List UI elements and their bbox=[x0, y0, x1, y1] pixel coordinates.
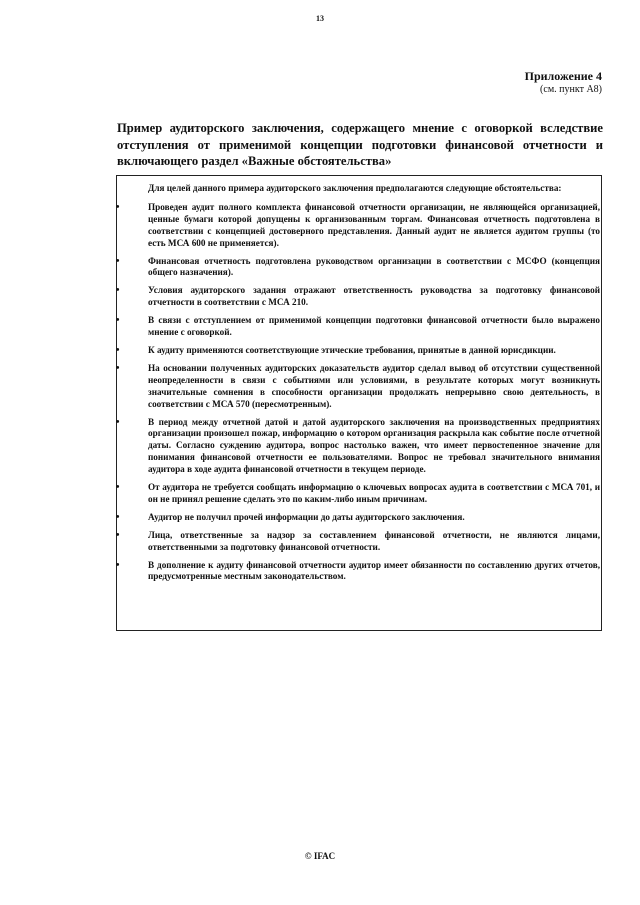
list-item bbox=[116, 512, 602, 524]
assumptions-list bbox=[116, 202, 602, 583]
bullet-icon: • bbox=[116, 362, 120, 374]
list-item-text: Проведен аудит полного комплекта финансовой отчетности организации, не являющейся организацией, ценные бумаги которой допущены к организованным торгам. Финансовая отчетность подготовлена в соответствии с концепцией достоверного представления. Данный аудит не является аудитом группы (то есть МСА 600 не применяется). bbox=[148, 201, 600, 248]
list-item-text: Финансовая отчетность подготовлена руководством организации в соответствии с МСФО (концепция общего назначения). bbox=[148, 255, 600, 278]
bullet-icon: • bbox=[116, 559, 120, 571]
list-item-text: От аудитора не требуется сообщать информацию о ключевых вопросах аудита в соответствии с МСА 701, и он не принял решение сделать это по каким-либо иным причинам. bbox=[148, 482, 600, 504]
list-item-text: К аудиту применяются соответствующие этические требования, принятые в данной юрисдикции. bbox=[148, 344, 556, 355]
bullet-icon: • bbox=[116, 201, 120, 213]
list-item-text: В связи с отступлением от применимой концепции подготовки финансовой отчетности было выражено мнение с оговоркой. bbox=[148, 315, 600, 338]
bullet-icon: • bbox=[116, 529, 120, 541]
appendix-header bbox=[525, 70, 602, 96]
list-item-text: В дополнение к аудиту финансовой отчетности аудитор имеет обязанности по составлению других отчетов, предусмотренные местным законодательством. bbox=[148, 559, 600, 582]
list-item-text: Аудитор не получил прочей информации до даты аудиторского заключения. bbox=[148, 511, 465, 522]
assumptions-intro: Для целей данного примера аудиторского заключения предполагаются следующие обстоятельства: bbox=[148, 183, 562, 193]
bullet-icon: • bbox=[116, 482, 120, 494]
list-item bbox=[116, 345, 602, 357]
list-item-text: Условия аудиторского задания отражают ответственность руководства за подготовку финансовой отчетности в соответствии с МСА 210. bbox=[148, 285, 600, 308]
list-item bbox=[116, 285, 602, 309]
assumptions-content bbox=[116, 183, 602, 589]
page-number: 13 bbox=[316, 14, 324, 23]
list-item bbox=[116, 560, 602, 584]
list-item bbox=[116, 417, 602, 477]
bullet-icon: • bbox=[116, 344, 120, 356]
bullet-icon: • bbox=[116, 285, 120, 297]
list-item bbox=[116, 482, 602, 506]
appendix-title: Приложение 4 bbox=[524, 69, 602, 83]
bullet-icon: • bbox=[116, 511, 120, 523]
bullet-icon: • bbox=[116, 255, 120, 267]
list-item bbox=[116, 315, 602, 339]
list-item bbox=[116, 530, 602, 554]
list-item-text: На основании полученных аудиторских доказательств аудитор сделал вывод об отсутствии существенной неопределенности в связи с событиями или условиями, в результате которых могут возникнуть значительные сомнения в способности организации продолжать непрерывно свою деятельность, в соответствии с МСА 570 (пересмотренным). bbox=[148, 362, 600, 409]
list-item bbox=[116, 202, 602, 250]
list-item-text: Лица, ответственные за надзор за составлением финансовой отчетности, не являются лицами, ответственными за подготовку финансовой отчетности. bbox=[148, 529, 600, 552]
list-item bbox=[116, 256, 602, 280]
document-title: Пример аудиторского заключения, содержащего мнение с оговоркой вследствие отступления от применимой концепции подготовки финансовой отчетности и включающего раздел «Важные обстоятельства» bbox=[117, 121, 603, 168]
bullet-icon: • bbox=[116, 416, 120, 428]
footer-copyright: © IFAC bbox=[304, 851, 336, 861]
appendix-reference: (см. пункт А8) bbox=[540, 84, 602, 95]
bullet-icon: • bbox=[116, 315, 120, 327]
list-item-text: В период между отчетной датой и датой аудиторского заключения на производственных предприятиях организации произошел пожар, информацию о котором организация раскрыла как событие после отчетной даты. Согласно суждению аудитора, вопрос настолько важен, что имеет первостепенное значение для понимания финансовой отчетности ее пользователями. Вопрос не требовал значительного внимания аудитора в ходе аудита финансовой отчетности в текущем периоде. bbox=[148, 416, 600, 475]
list-item bbox=[116, 363, 602, 411]
